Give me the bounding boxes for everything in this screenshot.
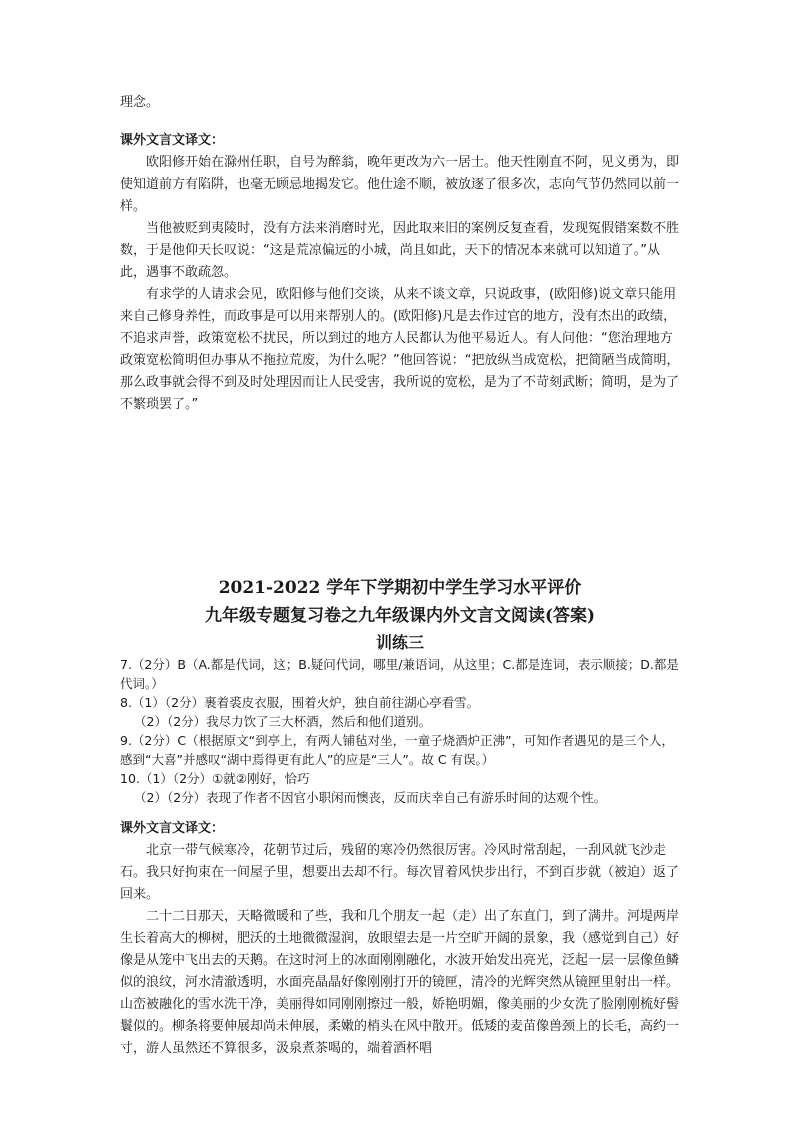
- answer-q8-1: 8.（1）（2分）裹着裘皮衣服，围着火炉，独自前往湖心亭看雪。: [120, 695, 480, 710]
- section-subtitle: 训练三: [375, 633, 424, 652]
- carryover-line: 理念。: [120, 95, 160, 110]
- translation-2-paragraph-1: 北京一带气候寒冷，花朝节过后，残留的寒冷仍然很厉害。冷风时常刮起，一刮风就飞沙走石。我只好拘束在一间屋子里，想要出去却不行。每次冒着风快步出行，不到百步就（被迫）返了回来。: [120, 843, 680, 902]
- translation-1-paragraph-3: 有求学的人请求会见，欧阳修与他们交谈，从来不谈文章，只说政事，(欧阳修)说文章只能用来自己修身养性，而政事是可以用来帮别人的。(欧阳修)凡是去作过官的地方，没有杰出的政绩，不追求声誉，政策宽松不扰民，所以到过的地方人民都认为他平易近人。有人问他：“您治理地方政策宽松简明但办事从不拖拉荒废，为什么呢？”他回答说：“把放纵当成宽松，把简陋当成简明，那么政事就会得不到及时处理因而让人民受害，我所说的宽松，是为了不苛刻武断；简明，是为了不繁琐罢了。”: [120, 287, 680, 412]
- page-title-line-1: 2021-2022 学年下学期初中学生学习水平评价: [218, 578, 582, 598]
- answer-q10-1: 10.（1）（2分）①就②刚好，恰巧: [120, 771, 310, 786]
- section-heading-translation-2: 课外文言文译文：: [120, 821, 225, 836]
- page-title-line-2: 九年级专题复习卷之九年级课内外文言文阅读(答案): [204, 606, 596, 626]
- answer-q8-2: （2）（2分）我尽力饮了三大杯酒，然后和他们道别。: [134, 714, 432, 729]
- answer-q9: 9.（2分）C（根据原文“到亭上，有两人铺毡对坐，一童子烧酒炉正沸”，可知作者遇见的是三个人，感到“大喜”并感叹“湖中焉得更有此人”的应是“三人”。故 C 有误。）: [120, 733, 675, 767]
- section-heading-translation-1: 课外文言文译文：: [120, 133, 225, 148]
- answer-q10-2: （2）（2分）表现了作者不因官小职闲而懊丧，反而庆幸自己有游乐时间的达观个性。: [134, 790, 607, 805]
- answer-q7: 7.（2分）B（A.都是代词，这；B.疑问代词，哪里/兼语词，从这里；C.都是连词，表示顺接；D.都是代词。）: [120, 657, 679, 691]
- translation-1-paragraph-1: 欧阳修开始在滁州任职，自号为醉翁，晚年更改为六一居士。他天性刚直不阿，见义勇为，即使知道前方有陷阱，也毫无顾忌地揭发它。他仕途不顺，被放逐了很多次，志向气节仍然同以前一样。: [120, 155, 680, 214]
- translation-1-paragraph-2: 当他被贬到夷陵时，没有方法来消磨时光，因此取来旧的案例反复查看，发现冤假错案数不胜数，于是他仰天长叹说：“这是荒凉偏远的小城，尚且如此，天下的情况本来就可以知道了。”从此，遇事不敢疏忽。: [120, 221, 680, 280]
- translation-2-paragraph-2: 二十二日那天，天略微暖和了些，我和几个朋友一起（走）出了东直门，到了满井。河堤两岸生长着高大的柳树，肥沃的土地微微湿润，放眼望去是一片空旷开阔的景象，我（感觉到自己）好像是从笼中飞出去的天鹅。在这时河上的冰面刚刚融化，水波开始发出亮光，泛起一层一层像鱼鳞似的浪纹，河水清澈透明，水面亮晶晶好像刚刚打开的镜匣，清冷的光辉突然从镜匣里射出一样。山峦被融化的雪水洗干净，美丽得如同刚刚擦过一般，娇艳明媚，像美丽的少女洗了脸刚刚梳好髻鬟似的。柳条将要伸展却尚未伸展，柔嫩的梢头在风中散开。低矮的麦苗像兽颈上的长毛，高约一寸，游人虽然还不算很多，汲泉煮茶喝的，端着酒杯唱: [120, 909, 680, 1056]
